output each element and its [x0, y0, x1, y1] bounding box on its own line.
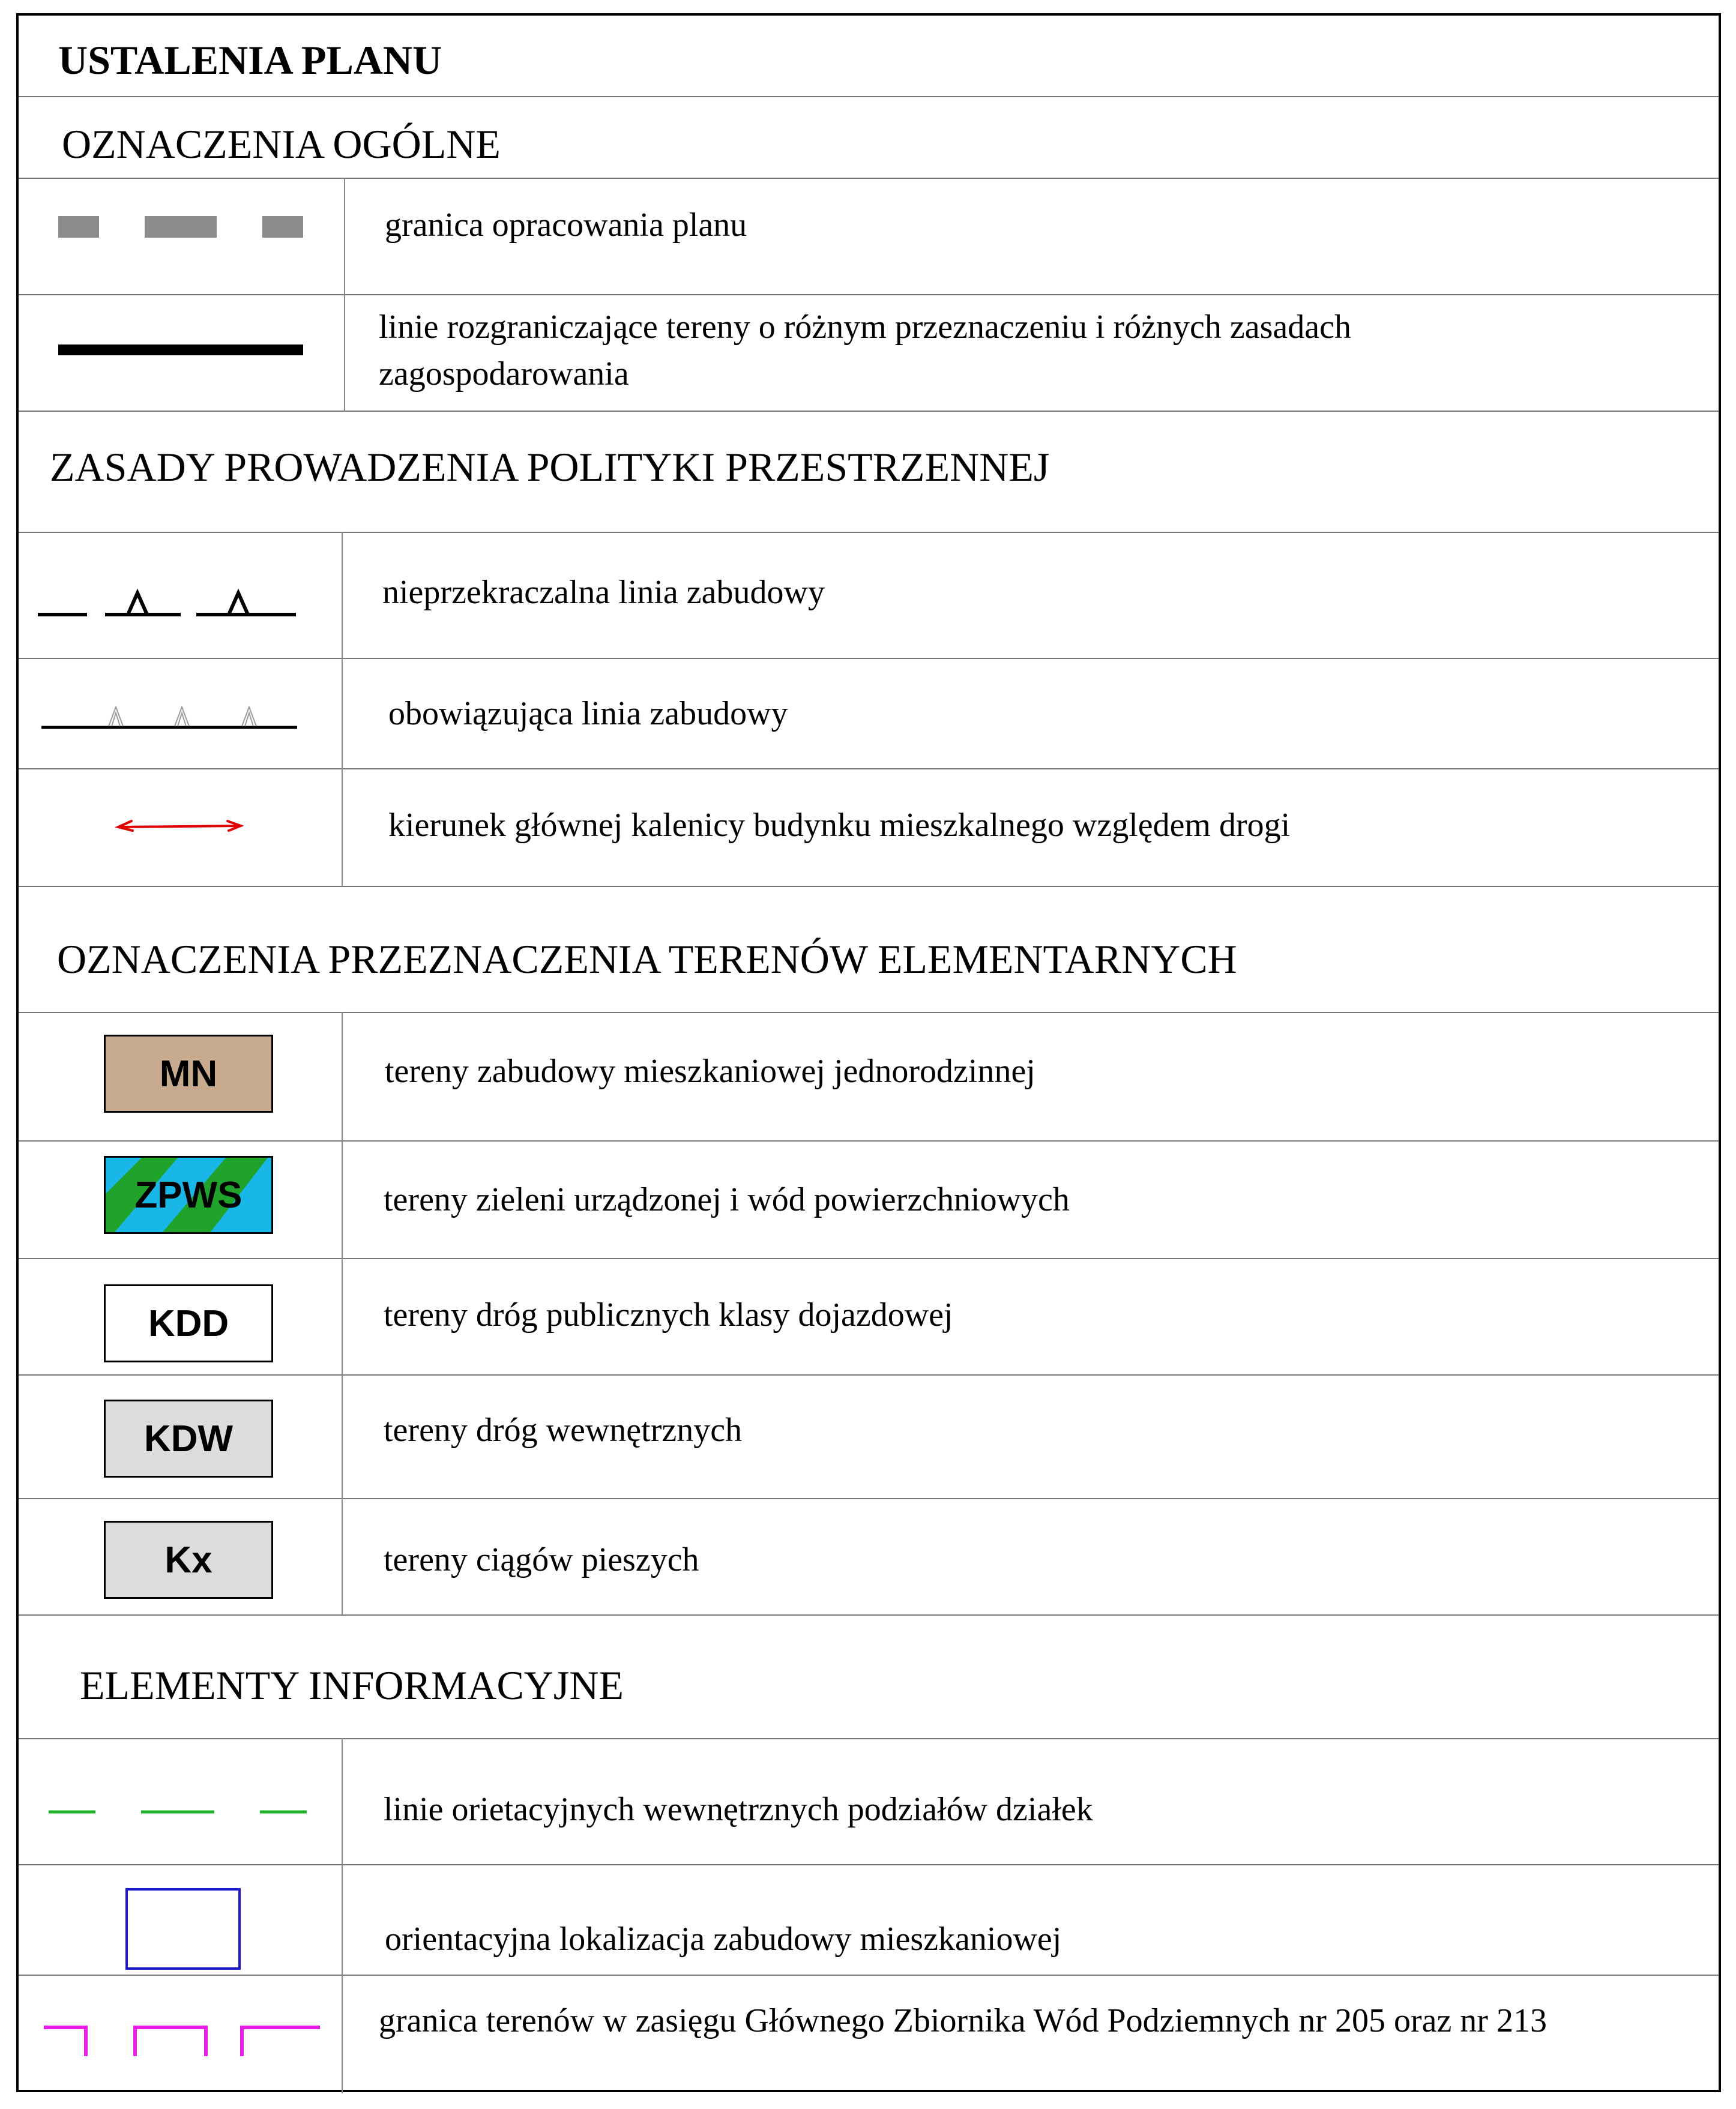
legend-table: [16, 13, 1721, 2092]
page-title: USTALENIA PLANU: [58, 37, 442, 83]
zone-code: MN: [159, 1053, 218, 1095]
legend-desc: tereny ciągów pieszych: [384, 1541, 699, 1578]
kx-zone-swatch: [104, 1521, 273, 1599]
column-divider: [344, 178, 345, 411]
legend-desc: granica terenów w zasięgu Głównego Zbiornika Wód Podziemnych nr 205 oraz nr 213: [379, 2002, 1547, 2039]
column-divider: [342, 532, 343, 886]
legend-desc: obowiązująca linia zabudowy: [388, 695, 788, 732]
legend-desc: granica opracowania planu: [385, 206, 747, 244]
legend-desc: tereny dróg wewnętrznych: [384, 1412, 743, 1449]
divider: [19, 178, 1719, 179]
section-title-spatial-policy: ZASADY PROWADZENIA POLITYKI PRZESTRZENNEJ: [50, 444, 1050, 490]
legend-desc: tereny dróg publicznych klasy dojazdowej: [384, 1296, 953, 1334]
legend-desc: orientacyjna lokalizacja zabudowy mieszkaniowej: [385, 1921, 1062, 1958]
divider: [19, 1012, 1719, 1013]
zone-code: KDD: [148, 1302, 229, 1344]
divider: [19, 1975, 1719, 1976]
black-triangle-line-icon: [38, 580, 302, 631]
divider: [19, 1614, 1719, 1616]
section-title-general: OZNACZENIA OGÓLNE: [62, 121, 501, 167]
green-dashed-line-icon: [49, 1808, 325, 1819]
divider: [19, 658, 1719, 659]
legend-desc: linie rozgraniczające tereny o różnym przeznaczeniu i różnych zasadach: [379, 308, 1351, 346]
section-title-informational: ELEMENTY INFORMACYJNE: [80, 1662, 624, 1708]
mn-zone-swatch: [104, 1035, 273, 1113]
divider: [19, 411, 1719, 412]
divider: [19, 1864, 1719, 1865]
divider: [19, 1498, 1719, 1499]
zone-code: KDW: [143, 1418, 234, 1460]
legend-desc: tereny zieleni urządzonej i wód powierzchniowych: [384, 1181, 1070, 1218]
blue-rectangle-icon: [125, 1888, 243, 1975]
divider: [19, 294, 1719, 295]
legend-desc-continued: zagospodarowania: [379, 355, 629, 393]
zpws-zone-swatch: [104, 1156, 273, 1234]
kdw-zone-swatch: [104, 1400, 273, 1478]
divider: [19, 96, 1719, 97]
legend-desc: kierunek głównej kalenicy budynku mieszkalnego względem drogi: [388, 807, 1291, 844]
red-double-arrow-icon: [115, 814, 247, 841]
divider: [19, 1374, 1719, 1376]
hatched-triangle-line-icon: [41, 694, 306, 739]
legend-desc: tereny zabudowy mieszkaniowej jednorodzinnej: [385, 1053, 1035, 1090]
magenta-bracket-line-icon: [44, 2025, 320, 2064]
divider: [19, 886, 1719, 887]
zone-code: ZPWS: [134, 1174, 243, 1216]
thick-black-line-icon: [58, 343, 310, 361]
column-divider: [342, 1012, 343, 1614]
column-divider: [342, 1738, 343, 2093]
divider: [19, 532, 1719, 533]
kdd-zone-swatch: [104, 1284, 273, 1362]
grey-dashed-line-icon: [58, 215, 310, 242]
zone-code: Kx: [164, 1539, 212, 1581]
section-title-land-use: OZNACZENIA PRZEZNACZENIA TERENÓW ELEMENTARNYCH: [57, 936, 1237, 982]
divider: [19, 1258, 1719, 1259]
divider: [19, 1140, 1719, 1142]
divider: [19, 768, 1719, 769]
legend-desc: linie orietacyjnych wewnętrznych podziałów działek: [384, 1791, 1093, 1828]
divider: [19, 1738, 1719, 1739]
legend-desc: nieprzekraczalna linia zabudowy: [382, 574, 825, 611]
